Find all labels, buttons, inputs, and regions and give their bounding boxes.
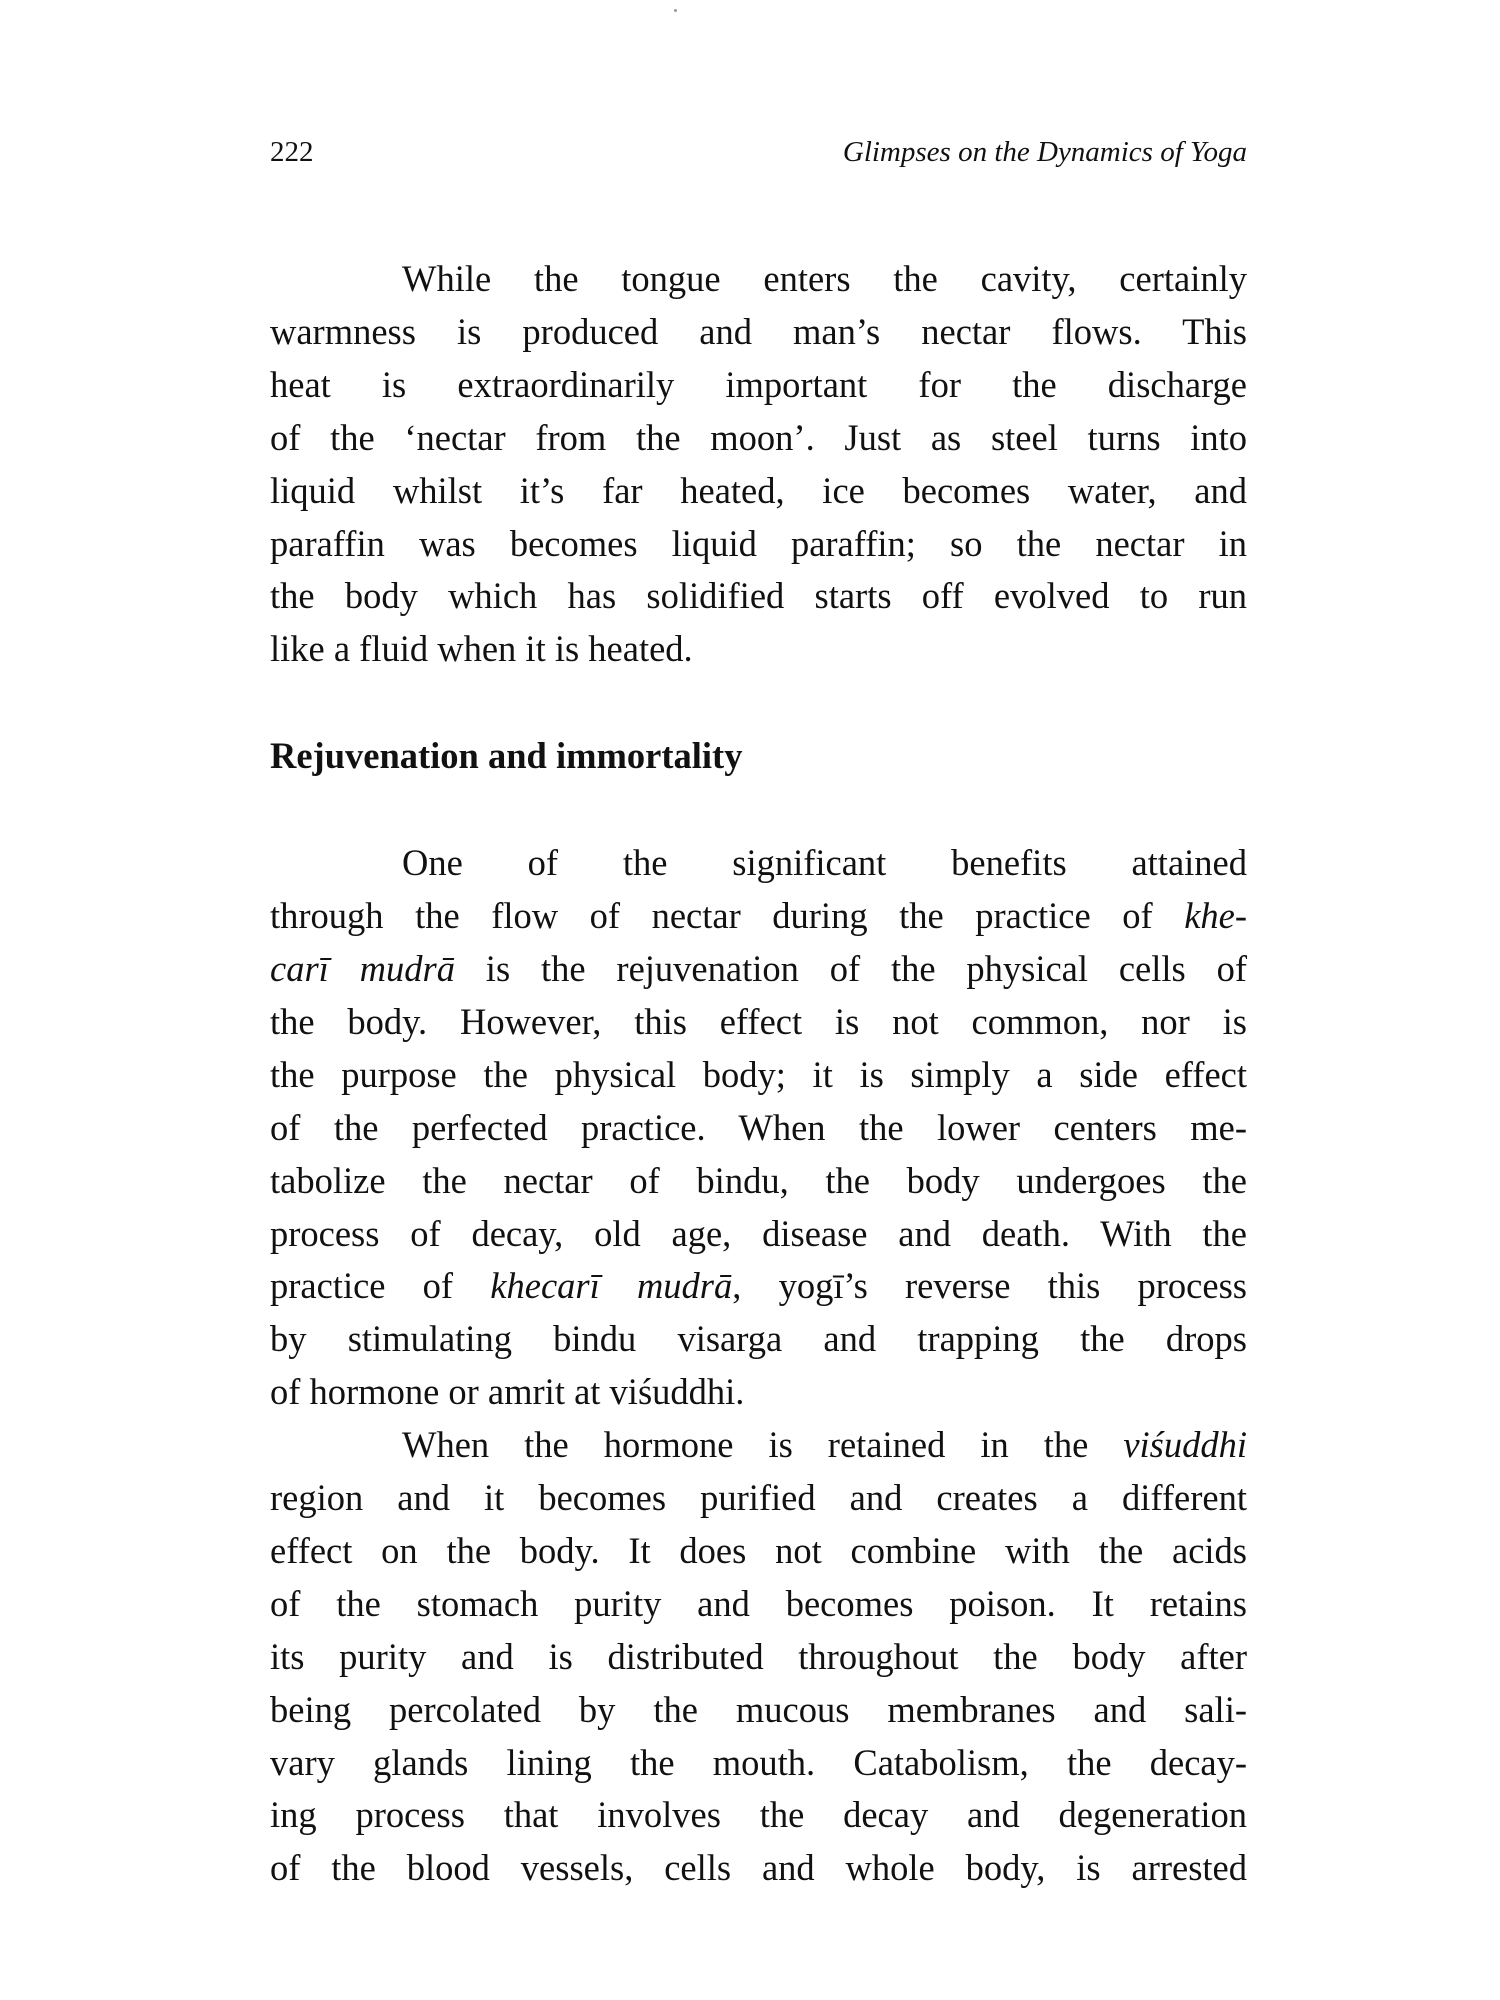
- italic-term: khecarī mudrā: [490, 1265, 733, 1307]
- text-line: region and it becomes purified and creates a different: [270, 1477, 1247, 1519]
- text-line: like a fluid when it is heated.: [270, 628, 693, 670]
- paragraph-3: [270, 1419, 1247, 1895]
- page-body: [270, 253, 1247, 1895]
- text-line: tabolize the nectar of bindu, the body undergoes the: [270, 1159, 1247, 1201]
- text-line: of the ‘nectar from the moon’. Just as steel turns into: [270, 416, 1247, 458]
- text-line: the body which has solidified starts off evolved to run: [270, 575, 1247, 617]
- text-span: When the hormone is retained in the: [402, 1424, 1124, 1466]
- text-line: of the stomach purity and becomes poison. It retains: [270, 1582, 1247, 1624]
- text-line: being percolated by the mucous membranes and sali-: [270, 1688, 1247, 1730]
- text-line: ing process that involves the decay and degeneration: [270, 1794, 1247, 1836]
- text-line: [270, 890, 1247, 943]
- text-span: , yogī’s reverse this process: [732, 1265, 1247, 1307]
- text-line: of the blood vessels, cells and whole body, is arrested: [270, 1847, 1247, 1889]
- text-line: warmness is produced and man’s nectar flows. This: [270, 310, 1247, 352]
- text-line: paraffin was becomes liquid paraffin; so the nectar in: [270, 522, 1247, 564]
- paragraph-1: [270, 253, 1247, 676]
- text-span: is the rejuvenation of the physical cells of: [454, 947, 1247, 989]
- italic-term: viśuddhi: [1123, 1424, 1247, 1466]
- page-number: 222: [270, 136, 314, 168]
- text-line: vary glands lining the mouth. Catabolism, the decay-: [270, 1741, 1247, 1783]
- text-line: While the tongue enters the cavity, certainly: [402, 258, 1247, 299]
- italic-term: khe-: [1184, 895, 1247, 937]
- running-title: Glimpses on the Dynamics of Yoga: [842, 136, 1247, 168]
- text-line: One of the significant benefits attained: [402, 842, 1247, 884]
- text-line: its purity and is distributed throughout the body after: [270, 1635, 1247, 1677]
- text-line: [270, 1260, 1247, 1313]
- text-span: through the flow of nectar during the practice of: [270, 895, 1185, 937]
- text-line: the body. However, this effect is not common, nor is: [270, 1000, 1247, 1042]
- text-line: the purpose the physical body; it is simply a side effect: [270, 1053, 1247, 1095]
- text-line: effect on the body. It does not combine with the acids: [270, 1529, 1247, 1571]
- text-line: of hormone or amrit at viśuddhi.: [270, 1371, 745, 1413]
- italic-term: carī mudrā: [270, 947, 455, 989]
- text-line: liquid whilst it’s far heated, ice becomes water, and: [270, 469, 1247, 511]
- text-line: [270, 1419, 1247, 1472]
- text-span: practice of: [270, 1265, 491, 1307]
- text-line: of the perfected practice. When the lower centers me-: [270, 1106, 1247, 1148]
- paragraph-2: [270, 837, 1247, 1419]
- text-line: [270, 943, 1247, 996]
- text-line: by stimulating bindu visarga and trapping the drops: [270, 1318, 1247, 1360]
- text-line: heat is extraordinarily important for the discharge: [270, 363, 1247, 405]
- scan-speck: [674, 9, 677, 12]
- running-header: [270, 132, 1247, 172]
- section-heading: Rejuvenation and immortality: [270, 735, 743, 777]
- text-line: process of decay, old age, disease and death. With the: [270, 1212, 1247, 1254]
